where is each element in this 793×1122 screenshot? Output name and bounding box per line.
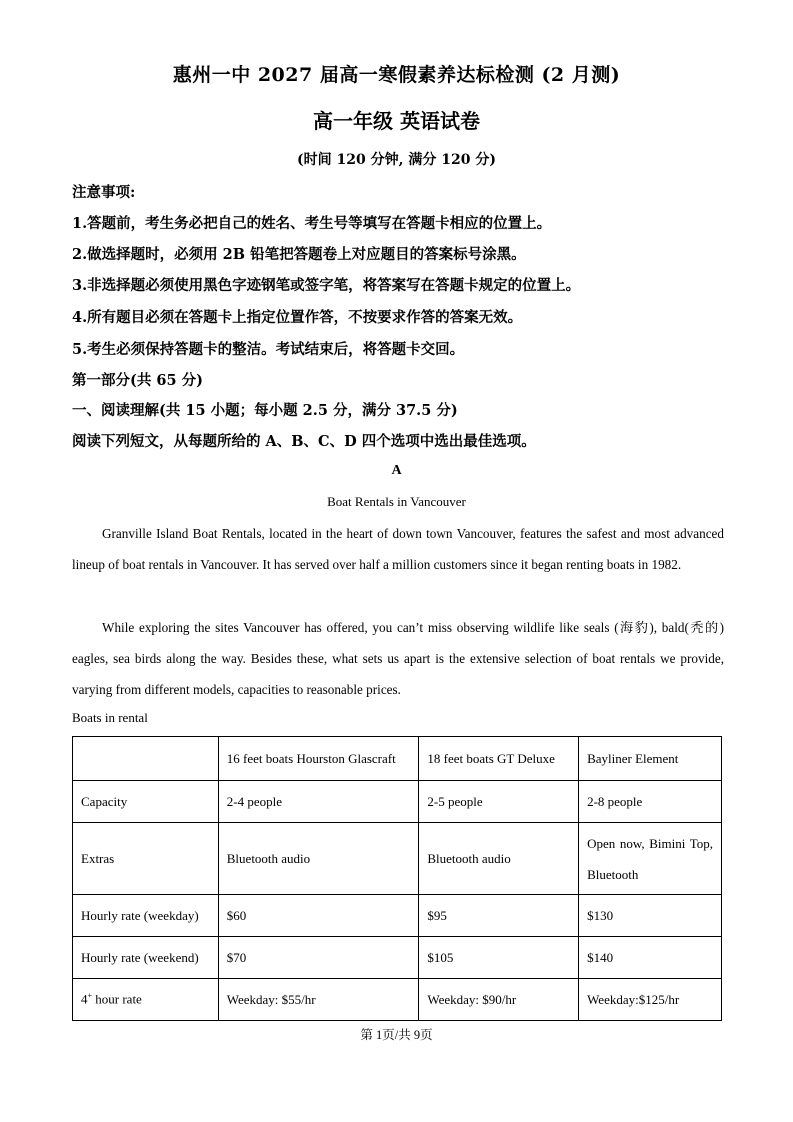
table-row xyxy=(73,895,722,937)
table-cell: Bluetooth audio xyxy=(218,823,419,895)
table-cell: Bluetooth audio xyxy=(419,823,579,895)
table-cell: Weekday: $90/hr xyxy=(419,979,579,1021)
table-cell: Weekday:$125/hr xyxy=(579,979,722,1021)
table-header-cell: 18 feet boats GT Deluxe xyxy=(419,737,579,781)
note-item-2: 2.做选择题时，必须用 2B 铅笔把答题卷上对应题目的答案标号涂黑。 xyxy=(72,246,526,263)
exam-title: 惠州一中 2027 届高一寒假素养达标检测 (2 月测) xyxy=(172,64,621,86)
table-header-row xyxy=(73,737,722,781)
note-item-4: 4.所有题目必须在答题卡上指定位置作答，不按要求作答的答案无效。 xyxy=(72,309,523,326)
table-row-label: Hourly rate (weekday) xyxy=(73,895,219,937)
exam-subtitle: 高一年级 英语试卷 xyxy=(313,109,480,133)
label-number: 4 xyxy=(81,991,88,1007)
passage-title: Boat Rentals in Vancouver xyxy=(327,494,466,509)
table-cell: $95 xyxy=(419,895,579,937)
table-row xyxy=(73,781,722,823)
table-row xyxy=(73,823,722,895)
table-cell: $130 xyxy=(579,895,722,937)
note-item-5: 5.考生必须保持答题卡的整洁。考试结束后，将答题卡交回。 xyxy=(72,341,465,358)
table-cell: $140 xyxy=(579,937,722,979)
passage-paragraph-1: Granville Island Boat Rentals, located in the heart of down town Vancouver, features the safest and most advanced lineup of boat rentals in Vancouver. It has served over half a million customers since it began renting boats in 1982. xyxy=(72,526,724,572)
reading-heading: 一、阅读理解(共 15 小题；每小题 2.5 分，满分 37.5 分) xyxy=(72,402,458,419)
table-cell: Weekday: $55/hr xyxy=(218,979,419,1021)
label-superscript: + xyxy=(87,991,93,1001)
table-header-cell: Bayliner Element xyxy=(579,737,722,781)
table-cell: $105 xyxy=(419,937,579,979)
passage-letter: A xyxy=(391,463,402,478)
table-cell: 2-8 people xyxy=(579,781,722,823)
table-cell: $70 xyxy=(218,937,419,979)
table-row xyxy=(73,937,722,979)
table-cell: Open now, Bimini Top, Bluetooth xyxy=(579,823,722,895)
exam-time-info: (时间 120 分钟, 满分 120 分) xyxy=(297,152,496,168)
table-header-cell xyxy=(73,737,219,781)
page-number: 第 1页/共 9页 xyxy=(360,1028,433,1042)
boat-rental-table xyxy=(72,736,722,1021)
reading-instruction: 阅读下列短文，从每题所给的 A、B、C、D 四个选项中选出最佳选项。 xyxy=(72,433,536,450)
table-row-label: Hourly rate (weekend) xyxy=(73,937,219,979)
part-heading: 第一部分(共 65 分) xyxy=(72,372,203,389)
notes-heading: 注意事项: xyxy=(72,184,136,201)
table-row-label xyxy=(73,979,219,1021)
label-text: hour rate xyxy=(92,991,142,1007)
table-label: Boats in rental xyxy=(72,710,148,725)
table-row xyxy=(73,979,722,1021)
table-row-label: Capacity xyxy=(73,781,219,823)
passage-paragraph-2: While exploring the sites Vancouver has offered, you can’t miss observing wildlife like seals (海豹), bald(秃的) eagles, sea birds along the way. Besides these, what sets us apart is the extensive selection of boat rentals we provide, varying from different models, capacities to reasonable prices. xyxy=(72,620,724,697)
table-header-cell: 16 feet boats Hourston Glascraft xyxy=(218,737,419,781)
table-cell: 2-4 people xyxy=(218,781,419,823)
note-item-3: 3.非选择题必须使用黑色字迹钢笔或签字笔，将答案写在答题卡规定的位置上。 xyxy=(72,277,581,294)
table-cell: 2-5 people xyxy=(419,781,579,823)
note-item-1: 1.答题前，考生务必把自己的姓名、考生号等填写在答题卡相应的位置上。 xyxy=(72,215,552,232)
table-cell: $60 xyxy=(218,895,419,937)
table-row-label: Extras xyxy=(73,823,219,895)
